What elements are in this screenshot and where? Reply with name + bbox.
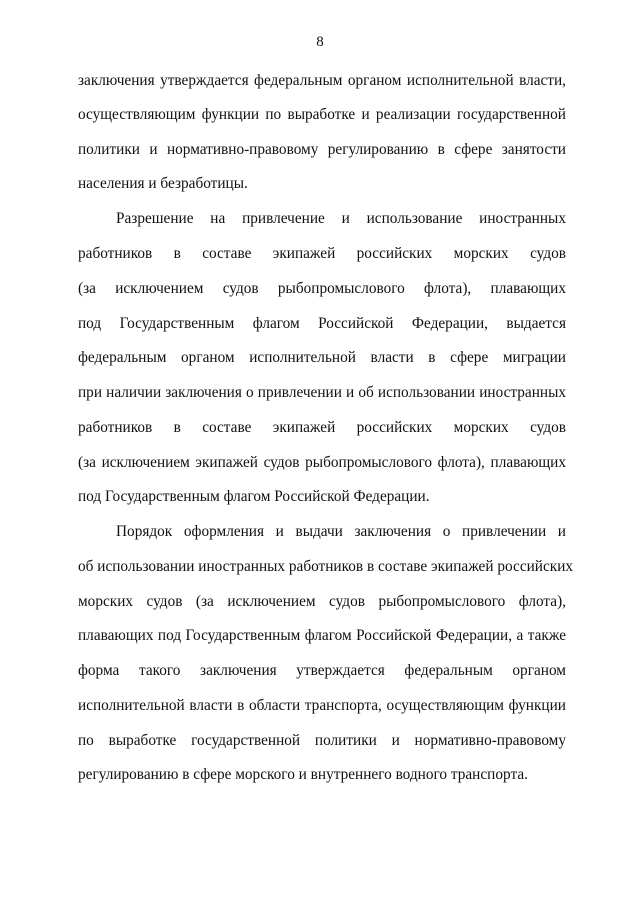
paragraph-3-line-2: об использовании иностранных работников в составе экипажей российских [78, 558, 574, 575]
paragraph-2-line-1: Разрешение на привлечение и использование иностранных [116, 210, 566, 227]
paragraph-2-line-5: федеральным органом исполнительной власти в сфере миграции [78, 349, 566, 366]
paragraph-1-line-4: населения и безработицы. [78, 175, 248, 192]
paragraph-2-line-8: (за исключением экипажей судов рыбопромыслового флота), плавающих [78, 454, 566, 471]
paragraph-2-line-4: под Государственным флагом Российской Федерации, выдается [78, 315, 566, 332]
paragraph-3-line-8: регулированию в сфере морского и внутреннего водного транспорта. [78, 766, 528, 783]
paragraph-2-line-6: при наличии заключения о привлечении и об использовании иностранных [78, 384, 566, 401]
paragraph-3-line-6: исполнительной власти в области транспорта, осуществляющим функции [78, 697, 566, 714]
paragraph-1-line-3: политики и нормативно-правовому регулированию в сфере занятости [78, 141, 566, 158]
page-number: 8 [316, 34, 324, 50]
paragraph-3-line-7: по выработке государственной политики и нормативно-правовому [78, 732, 566, 749]
paragraph-1-line-1: заключения утверждается федеральным органом исполнительной власти, [78, 72, 566, 89]
paragraph-3-line-3: морских судов (за исключением судов рыбопромыслового флота), [78, 593, 566, 610]
paragraph-2-line-3: (за исключением судов рыбопромыслового флота), плавающих [78, 280, 566, 297]
paragraph-2-line-2: работников в составе экипажей российских морских судов [78, 245, 566, 262]
paragraph-3-line-5: форма такого заключения утверждается федеральным органом [78, 662, 566, 679]
paragraph-1-line-2: осуществляющим функции по выработке и реализации государственной [78, 106, 566, 123]
paragraph-3-line-1: Порядок оформления и выдачи заключения о привлечении и [116, 523, 566, 540]
paragraph-2-line-7: работников в составе экипажей российских морских судов [78, 419, 566, 436]
paragraph-2-line-9: под Государственным флагом Российской Федерации. [78, 488, 430, 505]
paragraph-3-line-4: плавающих под Государственным флагом Российской Федерации, а также [78, 627, 566, 644]
